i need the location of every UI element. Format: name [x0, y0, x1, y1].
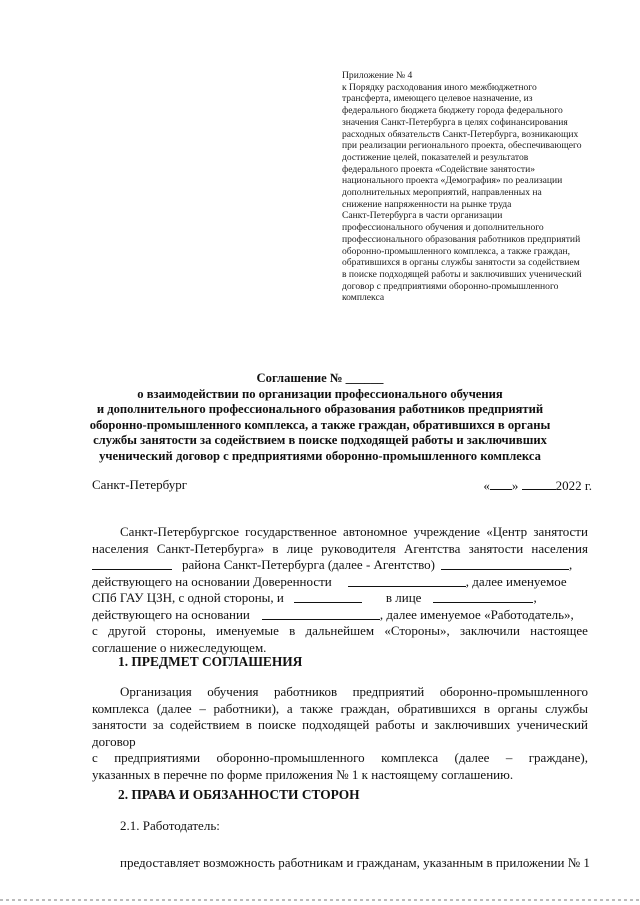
- s2-sub-line: [92, 818, 588, 835]
- employer-blank[interactable]: [294, 590, 362, 603]
- appendix-line: к Порядку расходования иного межбюджетного: [342, 81, 537, 93]
- appendix-line: договор с предприятиями оборонно-промышленного: [342, 280, 559, 292]
- s2-text-line: [92, 855, 588, 872]
- word: предприятий: [352, 684, 425, 699]
- word: настоящее: [530, 623, 588, 638]
- district-blank[interactable]: [92, 557, 172, 570]
- word: дальнейшем: [305, 623, 375, 638]
- appendix-line: Приложение № 4: [342, 70, 413, 81]
- word: именуемые: [216, 623, 279, 638]
- intro-line-4: [92, 574, 588, 591]
- word: комплекса: [92, 700, 150, 716]
- appendix-line: при реализации регионального проекта, обеспечивающего: [342, 140, 582, 152]
- word: ученический: [516, 717, 588, 732]
- basis-blank[interactable]: [262, 607, 380, 620]
- word: содействием: [169, 717, 240, 732]
- word: обратившихся: [397, 700, 477, 716]
- employer-named-text: , далее именуемое «Работодатель»,: [379, 606, 574, 622]
- party-one-text: СПб ГАУ ЦЗН, с одной стороны, и: [92, 590, 284, 605]
- intro-paragraph: [92, 524, 588, 656]
- head-name-blank[interactable]: [441, 557, 569, 570]
- word: оборонно-промышленного: [439, 684, 588, 699]
- appendix-line: комплекса: [342, 292, 385, 304]
- basis-text: действующего на основании: [92, 606, 250, 622]
- appendix-line: снижение напряженности на рынке труда: [342, 198, 512, 210]
- word: (далее: [156, 700, 192, 716]
- word: и: [421, 717, 429, 732]
- word: автономное: [343, 524, 408, 539]
- word: работники),: [213, 700, 280, 716]
- word: «Центр: [486, 524, 528, 539]
- word: в: [245, 717, 252, 732]
- appendix-line: дополнительных мероприятий, направленных на: [342, 187, 542, 199]
- word: (далее: [454, 750, 490, 765]
- s1-line-4: [92, 734, 588, 751]
- intro-line-5: СПб ГАУ ЦЗН, с одной стороны, и в лице ,: [92, 590, 537, 605]
- word: лице: [286, 540, 313, 556]
- word: государственное: [245, 524, 337, 539]
- agreement-title: [20, 371, 620, 465]
- title-line: Соглашение № ______: [256, 371, 384, 385]
- word: обучения: [207, 684, 259, 699]
- title-line: ученический договор с предприятиями оборонно-промышленного комплекса: [99, 448, 541, 463]
- title-line: о взаимодействии по организации профессионального обучения: [137, 386, 503, 401]
- word: также: [300, 700, 333, 716]
- word: Санкт-Петербургское: [120, 524, 239, 539]
- section-1-heading: 1. ПРЕДМЕТ СОГЛАШЕНИЯ: [118, 654, 303, 669]
- word: в: [289, 623, 296, 638]
- word: а: [286, 700, 293, 716]
- appendix-line: Санкт-Петербурга в части организации: [342, 210, 503, 222]
- appendix-line: оборонно-промышленного комплекса, а также граждан,: [342, 245, 571, 257]
- title-line: службы занятости за содействием в поиске подходящей работы и заключивших: [93, 433, 547, 448]
- word: службы: [545, 700, 588, 716]
- word: с: [92, 750, 98, 765]
- word: граждане),: [528, 750, 588, 765]
- word: Санкт-Петербурга»: [156, 540, 265, 556]
- named-text: , далее именуемое: [465, 573, 567, 589]
- appendix-line: расходных обязательств Санкт-Петербурга, возникающих: [342, 128, 579, 140]
- place-date-row: [92, 477, 592, 493]
- word: занятости: [92, 717, 147, 732]
- appendix-note: [342, 70, 624, 304]
- s1-line-1: [92, 684, 588, 701]
- date-open-quote: «: [483, 478, 490, 493]
- section-1-paragraph: [92, 684, 588, 783]
- appendix-line: в поиске подходящей работы и заключивших ученический: [342, 268, 582, 280]
- s1-end-text: указанных в перечне по форме приложения № 1 к настоящему соглашению.: [92, 766, 514, 782]
- appendix-line: национального проекта «Демография» по реализации: [342, 175, 563, 187]
- power-of-attorney-text: действующего на основании Доверенности: [92, 573, 332, 589]
- word: комплекса: [381, 750, 439, 765]
- s1-line-3: [92, 717, 588, 734]
- word: договор: [92, 733, 136, 749]
- word: руководителя: [321, 540, 396, 556]
- word: предприятиями: [114, 750, 201, 765]
- appendix-line: профессионального обучения и дополнительного: [342, 222, 544, 234]
- word: –: [505, 750, 513, 765]
- word: другой: [108, 623, 146, 638]
- section-2-text: [92, 855, 588, 872]
- word: в: [483, 700, 490, 716]
- title-line: оборонно-промышленного комплекса, а также граждан, обратившихся в органы: [89, 417, 551, 432]
- word: занятости: [468, 540, 524, 556]
- title-line: и дополнительного профессионального образования работников предприятий: [96, 402, 544, 417]
- appendix-line: профессионального образования работников предприятий: [342, 233, 581, 245]
- intro-line-1: [92, 524, 588, 541]
- power-of-attorney-blank[interactable]: [348, 574, 466, 587]
- word: Агентства: [404, 540, 461, 556]
- intro-line-6: [92, 607, 588, 624]
- word: поиске: [258, 717, 296, 732]
- word: работы: [375, 717, 416, 732]
- word: Организация: [120, 684, 192, 699]
- word: «Стороны»,: [384, 623, 450, 638]
- s1-line-6: [92, 767, 588, 784]
- word: граждан,: [340, 700, 390, 716]
- word: учреждение: [413, 524, 480, 539]
- date-close-quote: »: [511, 478, 519, 493]
- word: населения: [531, 540, 588, 556]
- clause-2-1: 2.1. Работодатель:: [120, 818, 220, 833]
- intro-end-text: соглашение о нижеследующем.: [92, 639, 267, 655]
- representative-blank[interactable]: [433, 590, 533, 603]
- appendix-line: федерального проекта «Содействие занятости»: [342, 163, 536, 175]
- word: оборонно-промышленного: [216, 750, 365, 765]
- word: с: [92, 623, 98, 638]
- in-person-text: в лице: [385, 590, 422, 605]
- appendix-line: значения Санкт-Петербурга в целях софинансирования: [342, 116, 568, 128]
- city-label: Санкт-Петербург: [92, 477, 188, 492]
- intro-line-2: [92, 541, 588, 558]
- word: населения: [92, 540, 149, 556]
- appendix-line: обратившихся в органы службы занятости за содействием: [342, 257, 580, 269]
- appendix-line: достижение целей, показателей и результатов: [342, 151, 529, 163]
- year-label: 2022 г.: [555, 478, 592, 493]
- day-blank[interactable]: [490, 477, 512, 490]
- word: в: [272, 540, 279, 556]
- scan-footer-strip: [0, 899, 640, 901]
- s1-line-2: [92, 701, 588, 718]
- word: за: [152, 717, 164, 732]
- word: подходящей: [302, 717, 370, 732]
- month-blank[interactable]: [522, 477, 556, 490]
- word: заключили: [460, 623, 520, 638]
- s1-line-5: [92, 750, 588, 767]
- appendix-line: федерального бюджета бюджету города федерального: [342, 105, 563, 117]
- word: работников: [274, 684, 338, 699]
- word: –: [199, 700, 206, 716]
- section-2-heading: 2. ПРАВА И ОБЯЗАННОСТИ СТОРОН: [118, 787, 360, 802]
- appendix-line: трансферта, имеющего целевое назначение, из: [342, 93, 533, 105]
- word: стороны,: [156, 623, 206, 638]
- section-2-sub: [92, 818, 588, 835]
- word: заключивших: [434, 717, 511, 732]
- date-field[interactable]: [483, 477, 592, 494]
- clause-2-1-text: предоставляет возможность работникам и гражданам, указанным в приложении № 1: [120, 855, 590, 870]
- intro-line-7: [92, 623, 588, 640]
- agency-text: района Санкт-Петербурга (далее - Агентство): [182, 557, 435, 572]
- word: занятости: [533, 524, 588, 539]
- word: органы: [497, 700, 538, 716]
- intro-line-3: района Санкт-Петербурга (далее - Агентство) ,: [92, 557, 588, 574]
